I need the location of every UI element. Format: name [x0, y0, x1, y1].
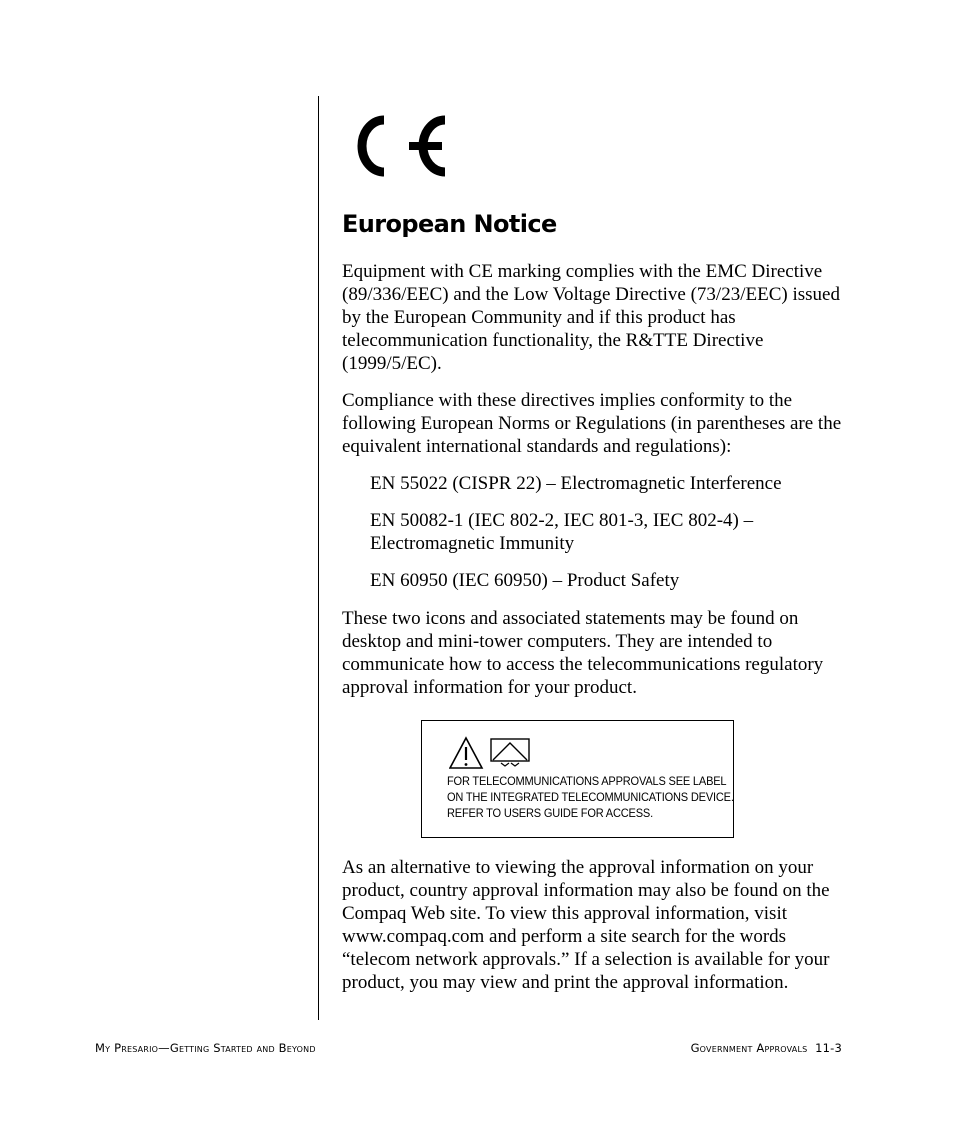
paragraph-icons: These two icons and associated statements may be found on desktop and mini-tower computers. They are intended to communicate how to access the telecommunications regulatory approval information for your product. — [342, 608, 824, 698]
label-icons — [449, 736, 531, 770]
paragraph-compliance: Compliance with these directives implies conformity to the following European Norms or Regulations (in parentheses are the equivalent international standards and regulations): — [342, 390, 842, 457]
label-line: ON THE INTEGRATED TELECOMMUNICATIONS DEVICE. — [447, 790, 734, 804]
label-line: FOR TELECOMMUNICATIONS APPROVALS SEE LABEL — [447, 774, 727, 788]
norm-item: EN 60950 (IEC 60950) – Product Safety — [370, 570, 680, 591]
paragraph-ce-directives: Equipment with CE marking complies with the EMC Directive (89/336/EEC) and the Low Voltage Directive (73/23/EEC) issued by the European Community and if this product has telecommunication functionality, the R&TTE Directive (1999/5/EC). — [342, 261, 840, 374]
ce-marking-logo — [352, 110, 454, 182]
label-line: REFER TO USERS GUIDE FOR ACCESS. — [447, 806, 653, 820]
footer-book-title: My Presario—Getting Started and Beyond — [95, 1041, 316, 1055]
page-heading: European Notice — [342, 210, 557, 238]
telecom-device-icon — [491, 739, 529, 766]
footer-section-page: Government Approvals 11-3 — [690, 1041, 842, 1055]
paragraph-web-approvals: As an alternative to viewing the approval information on your product, country approval information may also be found on the Compaq Web site. To view this approval information, visit www.compaq.com and perform a site search for the words “telecom network approvals.” If a selection is available for your product, you may view and print the approval information. — [342, 857, 830, 993]
norm-item: EN 50082-1 (IEC 802-2, IEC 801-3, IEC 802-4) – Electromagnetic Immunity — [370, 510, 754, 554]
warning-triangle-icon — [450, 738, 482, 768]
telecom-approval-label — [421, 720, 734, 838]
label-text — [447, 773, 734, 821]
margin-rule — [318, 96, 319, 1020]
norm-item: EN 55022 (CISPR 22) – Electromagnetic Interference — [370, 473, 782, 494]
